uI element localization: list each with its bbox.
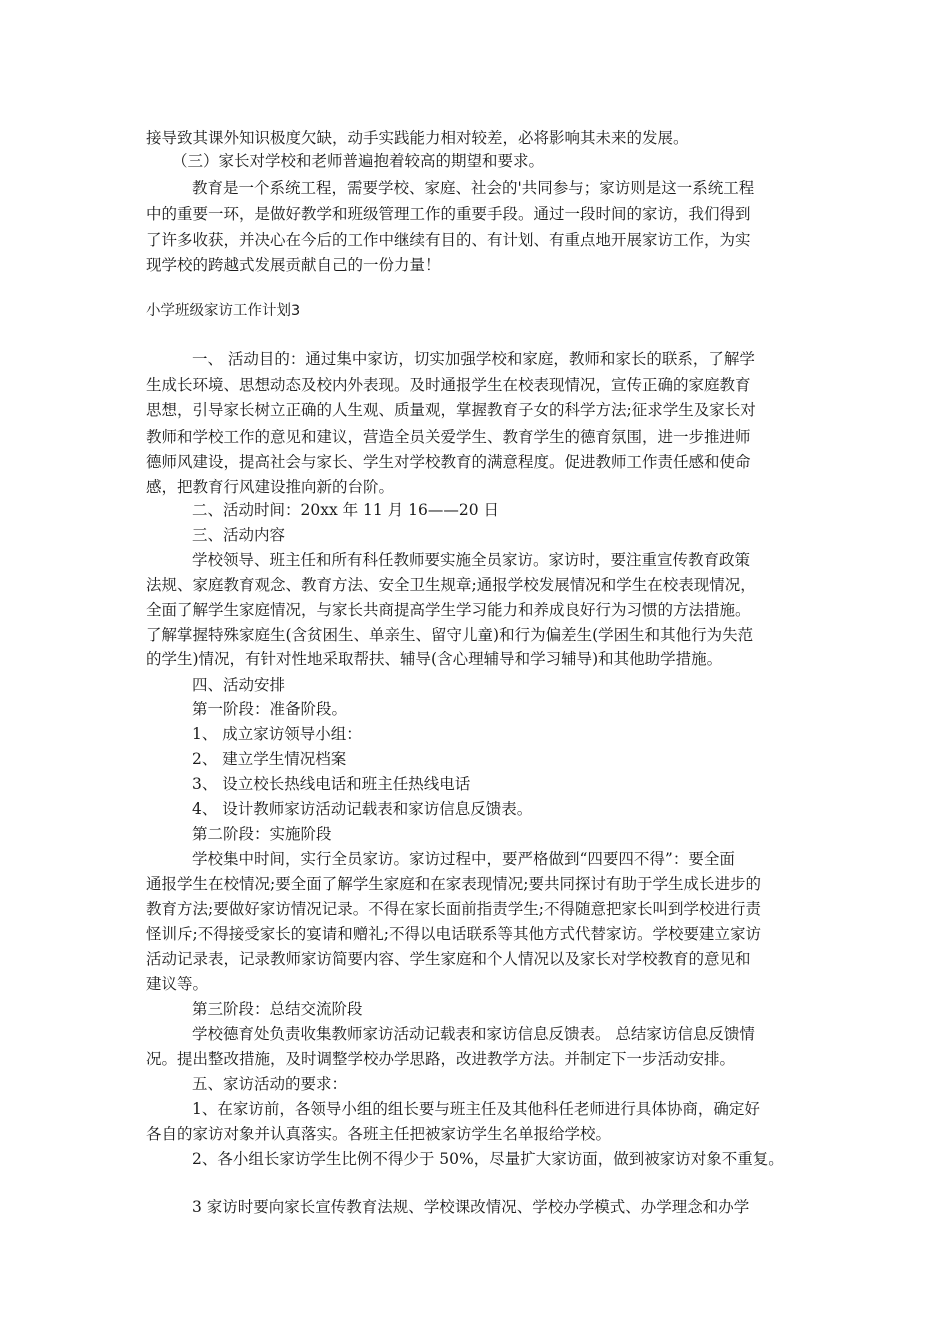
text-line: 2、各小组长家访学生比例不得少于 50%，尽量扩大家访面，做到被家访对象不重复。 — [192, 1150, 784, 1168]
text-line: 全面了解学生家庭情况，与家长共商提高学生学习能力和养成良好行为习惯的方法措施。 — [146, 601, 751, 619]
text-line: 第二阶段：实施阶段 — [192, 825, 332, 843]
text-line: 了解掌握特殊家庭生(含贫困生、单亲生、留守儿童)和行为偏差生(学困生和其他行为失范 — [146, 626, 754, 644]
text-line: 况。提出整改措施，及时调整学校办学思路，改进教学方法。并制定下一步活动安排。 — [146, 1050, 736, 1068]
text-line: 三、活动内容 — [192, 526, 286, 544]
text-line: 1、在家访前，各领导小组的组长要与班主任及其他科任老师进行具体协商，确定好 — [192, 1100, 760, 1118]
text-line: 通报学生在校情况;要全面了解学生家庭和在家表现情况;要共同探讨有助于学生成长进步的 — [146, 875, 761, 893]
text-line: 德师风建设，提高社会与家长、学生对学校教育的满意程度。促进教师工作责任感和使命 — [146, 453, 751, 471]
list-item: 3、 设立校长热线电话和班主任热线电话 — [192, 775, 471, 793]
text-line: 接导致其课外知识极度欠缺，动手实践能力相对较差，必将影响其未来的发展。 — [146, 129, 689, 147]
text-line: 教育是一个系统工程，需要学校、家庭、社会的'共同参与；家访则是这一系统工程 — [192, 179, 755, 197]
text-line: 思想，引导家长树立正确的人生观、质量观，掌握教育子女的科学方法;征求学生及家长对 — [146, 401, 756, 419]
text-line: 五、家访活动的要求： — [192, 1075, 348, 1093]
list-item: 2、 建立学生情况档案 — [192, 750, 347, 768]
text-line: 怪训斥;不得接受家长的宴请和赠礼;不得以电话联系等其他方式代替家访。学校要建立家访 — [146, 925, 761, 943]
list-item: 1、 成立家访领导小组： — [192, 725, 362, 743]
section-title: 小学班级家访工作计划3 — [146, 303, 301, 319]
text-line: 学校德育处负责收集教师家访活动记载表和家访信息反馈表。 总结家访信息反馈情 — [192, 1025, 755, 1043]
text-line: 中的重要一环，是做好教学和班级管理工作的重要手段。通过一段时间的家访，我们得到 — [146, 205, 751, 223]
text-line: 教师和学校工作的意见和建议，营造全员关爱学生、教育学生的德育氛围，进一步推进师 — [146, 428, 751, 446]
text-line: 3 家访时要向家长宣传教育法规、学校课改情况、学校办学模式、办学理念和办学 — [192, 1198, 750, 1216]
text-line: 第三阶段：总结交流阶段 — [192, 1000, 363, 1018]
text-line: 感，把教育行风建设推向新的台阶。 — [146, 478, 395, 496]
text-line: 了许多收获，并决心在今后的工作中继续有目的、有计划、有重点地开展家访工作，为实 — [146, 231, 751, 249]
text-line: 各自的家访对象并认真落实。各班主任把被家访学生名单报给学校。 — [146, 1125, 612, 1143]
list-item: 4、 设计教师家访活动记载表和家访信息反馈表。 — [192, 800, 533, 818]
text-line: 四、活动安排 — [192, 676, 286, 694]
text-line: 第一阶段：准备阶段。 — [192, 700, 348, 718]
text-line: 学校领导、班主任和所有科任教师要实施全员家访。家访时，要注重宣传教育政策 — [192, 551, 751, 569]
text-line: 二、活动时间：20xx 年 11 月 16——20 日 — [192, 501, 500, 519]
text-line: 建议等。 — [146, 975, 209, 993]
text-line: 的学生)情况，有针对性地采取帮扶、辅导(含心理辅导和学习辅导)和其他助学措施。 — [146, 650, 723, 668]
text-line: 教育方法;要做好家访情况记录。不得在家长面前指责学生;不得随意把家长叫到学校进行责 — [146, 900, 761, 918]
text-line: 现学校的跨越式发展贡献自己的一份力量！ — [146, 256, 441, 274]
text-line: 生成长环境、思想动态及校内外表现。及时通报学生在校表现情况，宣传正确的家庭教育 — [146, 376, 751, 394]
text-line: 法规、家庭教育观念、教育方法、安全卫生规章;通报学校发展情况和学生在校表现情况， — [146, 576, 756, 594]
text-line: 学校集中时间，实行全员家访。家访过程中，要严格做到“四要四不得”：要全面 — [192, 850, 735, 868]
text-line: 一、 活动目的：通过集中家访，切实加强学校和家庭，教师和家长的联系，了解学 — [192, 350, 755, 368]
text-line: 活动记录表，记录教师家访简要内容、学生家庭和个人情况以及家长对学校教育的意见和 — [146, 950, 751, 968]
text-line: （三）家长对学校和老师普遍抱着较高的期望和要求。 — [172, 152, 545, 170]
